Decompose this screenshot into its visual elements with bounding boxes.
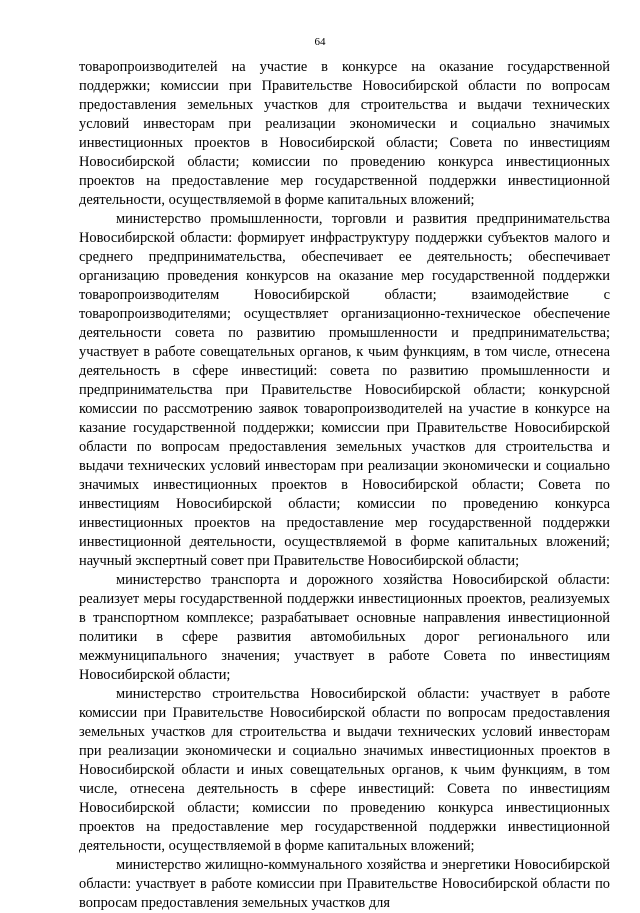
paragraph-ministry-transport: министерство транспорта и дорожного хозяйства Новосибирской области: реализует меры государственной поддержки инвестиционных проектов, реализуемых в транспортном комплексе; разрабатывает основные направления инвестиционной политики в сфере развития автомобильных дорог регионального или межмуниципального значения; участвует в работе Совета по инвестициям Новосибирской области;	[79, 572, 610, 683]
page-number: 64	[314, 36, 326, 48]
paragraph-ministry-industry: министерство промышленности, торговли и развития предпринимательства Новосибирской области: формирует инфраструктуру поддержки субъектов малого и среднего предпринимательства, обеспечивает ее деятельность; обеспечивает организацию проведения конкурсов на оказание мер государственной поддержки товаропроизводителям Новосибирской области; взаимодействие с товаропроизводителями; осуществляет организационно-техническое обеспечение деятельности совета по развитию промышленности и предпринимательства; участвует в работе совещательных органов, к чьим функциям, в том числе, отнесена деятельность в сфере инвестиций: совета по развитию промышленности и предпринимательства при Правительстве Новосибирской области; конкурсной комиссии по рассмотрению заявок товаропроизводителей на участие в конкурсе на казание государственной поддержки; комиссии при Правительстве Новосибирской области по вопросам предоставления земельных участков для строительства и выдачи технических условий инвесторам при реализации экономически и социально значимых инвестиционных проектов в Новосибирской области; Совета по инвестициям Новосибирской области; комиссии по проведению конкурса инвестиционных проектов на предоставление мер государственной поддержки инвестиционной деятельности, осуществляемой в форме капитальных вложений; научный экспертный совет при Правительстве Новосибирской области;	[79, 211, 610, 569]
paragraph-continuation: товаропроизводителей на участие в конкурсе на оказание государственной поддержки; комиссии при Правительстве Новосибирской области по вопросам предоставления земельных участков для строительства и выдачи технических условий инвесторам при реализации экономически и социально значимых инвестиционных проектов в Новосибирской области; Совета по инвестициям Новосибирской области; комиссии по проведению конкурса инвестиционных проектов на предоставление мер государственной поддержки инвестиционной деятельности, осуществляемой в форме капитальных вложений;	[79, 59, 610, 208]
document-body	[79, 58, 610, 913]
paragraph-ministry-construction: министерство строительства Новосибирской области: участвует в работе комиссии при Правительстве Новосибирской области по вопросам предоставления земельных участков для строительства и выдачи технических условий инвесторам при реализации экономически и социально значимых инвестиционных проектов в Новосибирской области и иных совещательных органов, к чьим функциям, в том числе, отнесена деятельность в сфере инвестиций: Совета по инвестициям Новосибирской области; комиссии по проведению конкурса инвестиционных проектов на предоставление мер государственной поддержки инвестиционной деятельности, осуществляемой в форме капитальных вложений;	[79, 686, 610, 854]
paragraph-ministry-housing: министерство жилищно-коммунального хозяйства и энергетики Новосибирской области: участвует в работе комиссии при Правительстве Новосибирской области по вопросам предоставления земельных участков для	[79, 857, 610, 911]
